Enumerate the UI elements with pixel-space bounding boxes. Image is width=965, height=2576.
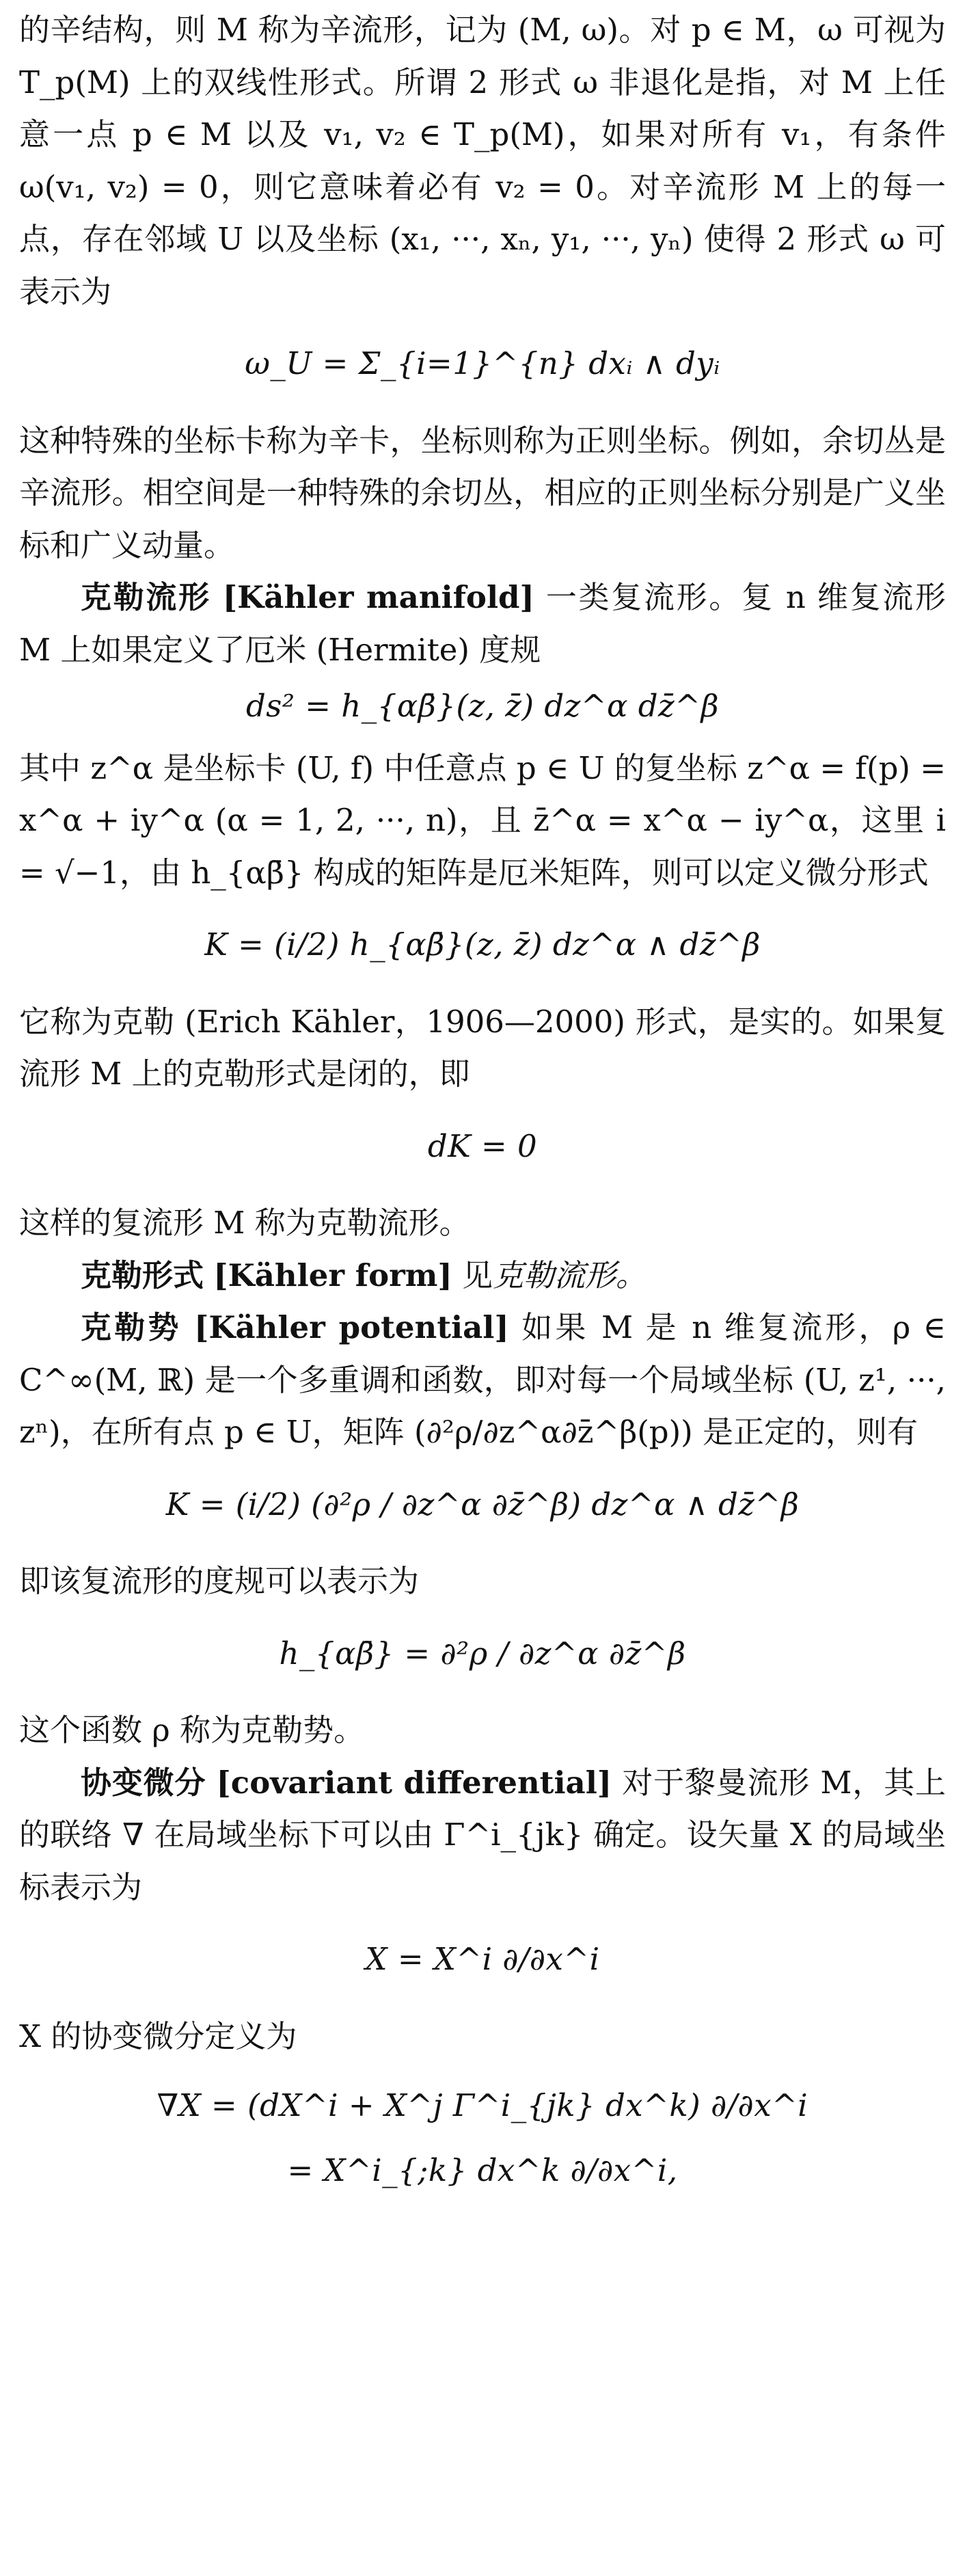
equation-hermite-metric: ds² = h_{αβ̄}(z, z̄) dz^α dz̄^β — [246, 688, 719, 724]
paragraph-metric-expression: 即该复流形的度规可以表示为 — [19, 1563, 420, 1599]
entry-english-term: [Kähler manifold] — [222, 579, 534, 615]
paragraph-covariant-definition: X 的协变微分定义为 — [19, 2017, 297, 2054]
equation-line-1: ∇X = (dX^i + X^j Γ^i_{jk} dx^k) ∂/∂x^i — [157, 2087, 808, 2123]
entry-term: 克勒形式 — [81, 1257, 204, 1293]
paragraph-symplectic-definition: 的辛结构，则 M 称为辛流形，记为 (M, ω)。对 p ∈ M，ω 可视为 T_p(M) 上的双线性形式。所谓 2 形式 ω 非退化是指，对 M 上任意一点 p ∈ M 以及 v₁, v₂ ∈ T_p(M)，如果对所有 v₁，有条件 ω(v₁, v₂) = 0，则它意味着必有 v₂ = 0。对辛流形 M 上的每一点，存在邻域 U 以及坐标 (x₁, ···, xₙ, y₁, ···, yₙ) 使得 2 形式 ω 可表示为 — [19, 12, 946, 310]
entry-text: 一类复流形。复 n 维复流形 M 上如果定义了厄米 (Hermite) 度规 — [19, 579, 946, 668]
equation-kahler-potential-form: K = (i/2) (∂²ρ / ∂z^α ∂z̄^β) dz^α ∧ dz̄^β — [165, 1486, 800, 1522]
paragraph-symplectic-chart: 这种特殊的坐标卡称为辛卡，坐标则称为正则坐标。例如，余切丛是辛流形。相空间是一种特殊的余切丛，相应的正则坐标分别是广义坐标和广义动量。 — [19, 422, 946, 563]
paragraph-kahler-form-real: 它称为克勒 (Erich Kähler，1906—2000) 形式，是实的。如果复流形 M 上的克勒形式是闭的，即 — [19, 1003, 946, 1092]
equation-symplectic-form: ω_U = Σ_{i=1}^{n} dxᵢ ∧ dyᵢ — [245, 345, 720, 381]
entry-text: 见 — [462, 1257, 493, 1293]
entry-kahler-manifold — [19, 572, 946, 676]
entry-english-term: [Kähler potential] — [194, 1309, 509, 1345]
entry-text: 如果 M 是 n 维复流形，ρ ∈ C^∞(M, ℝ) 是一个多重调和函数，即对每一个局域坐标 (U, z¹, ···, zⁿ)，在所有点 p ∈ U，矩阵 (∂²ρ/∂z^α∂z̄^β(p)) 是正定的，则有 — [19, 1309, 946, 1450]
equation-vector-local: X = X^i ∂/∂x^i — [365, 1941, 600, 1977]
paragraph-complex-coordinates: 其中 z^α 是坐标卡 (U, f) 中任意点 p ∈ U 的复坐标 z^α = f(p) = x^α + iy^α (α = 1, 2, ···, n)，且 z̄^α = x^α − iy^α，这里 i = √−1，由 h_{αβ̄} 构成的矩阵是厄米矩阵，则可以定义微分形式 — [19, 749, 946, 891]
equation-covariant-differential — [19, 2067, 946, 2210]
equation-closed-form: dK = 0 — [427, 1127, 538, 1164]
paragraph-kahler-potential-conclusion: 这个函数 ρ 称为克勒势。 — [19, 1712, 365, 1748]
equation-metric-potential: h_{αβ̄} = ∂²ρ / ∂z^α ∂z̄^β — [279, 1635, 686, 1672]
entry-term: 克勒势 — [81, 1309, 182, 1345]
entry-term: 克勒流形 — [81, 579, 211, 615]
paragraph-kahler-manifold-conclusion: 这样的复流形 M 称为克勒流形。 — [19, 1205, 470, 1241]
entry-kahler-form — [19, 1250, 946, 1302]
entry-english-term: [covariant differential] — [216, 1764, 612, 1801]
entry-term: 协变微分 — [81, 1764, 206, 1801]
entry-english-term: [Kähler form] — [213, 1257, 452, 1293]
equation-line-2: = X^i_{;k} dx^k ∂/∂x^i, — [287, 2151, 678, 2188]
entry-covariant-differential — [19, 1757, 946, 1914]
cross-reference-link[interactable]: 克勒流形。 — [493, 1257, 647, 1293]
entry-text: 对于黎曼流形 M，其上的联络 ∇ 在局域坐标下可以由 Γ^i_{jk} 确定。设矢量 X 的局域坐标表示为 — [19, 1764, 946, 1905]
equation-kahler-form: K = (i/2) h_{αβ̄}(z, z̄) dz^α ∧ dz̄^β — [204, 926, 761, 963]
entry-kahler-potential — [19, 1302, 946, 1459]
